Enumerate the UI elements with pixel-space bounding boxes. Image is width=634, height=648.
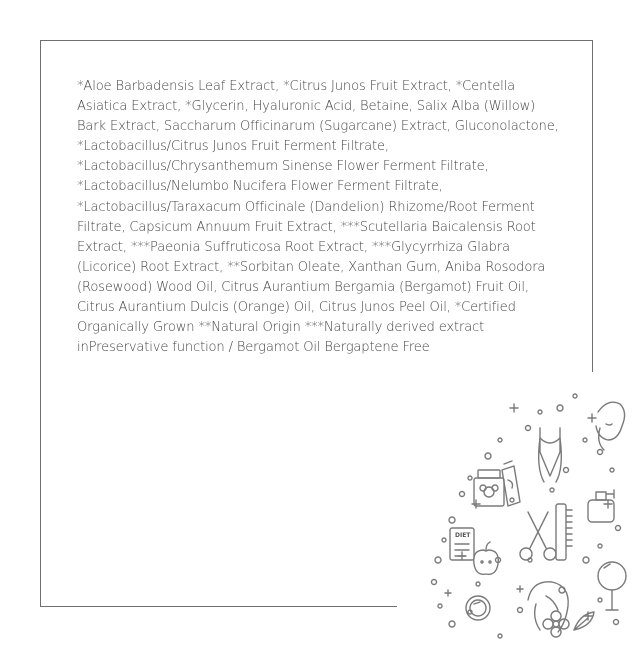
perfume-bottle-icon: [588, 490, 614, 522]
beauty-icons-illustration: [397, 372, 634, 648]
cream-jar-icon: [474, 470, 504, 506]
apple-icon: [474, 542, 499, 574]
woman-face-icon: [596, 402, 625, 450]
flower-icon: [543, 611, 569, 637]
cream-tube-icon: [502, 461, 520, 506]
scissors-icon: [520, 512, 556, 560]
compact-mirror-icon: [466, 596, 490, 620]
swimsuit-icon: [539, 428, 562, 482]
bubble-dots: [432, 394, 621, 638]
ingredients-text: *Aloe Barbadensis Leaf Extract, *Citrus Junos Fruit Extract, *Centella Asiatica Extract, *Glycerin, Hyaluronic Acid, Betaine, Salix Alba (Willow) Bark Extract, Saccharum Officinarum (Sugarcane) Extract, Gluconolactone, *Lactobacillus/Citrus Junos Fruit Ferment Filtrate, *Lactobacillus/Chrysanthemum Sinense Flower Ferment Filtrate, *Lactobacillus/Nelumbo Nucifera Flower Ferment Filtrate, *Lactobacillus/Taraxacum Officinale (Dandelion) Rhizome/Root Ferment Filtrate, Capsicum Annuum Fruit Extract, ***Scutellaria Baicalensis Root Extract, ***Paeonia Suffruticosa Root Extract, ***Glycyrrhiza Glabra (Licorice) Root Extract, **Sorbitan Oleate, Xanthan Gum, Aniba Rosodora (Rosewood) Wood Oil, Citrus Aurantium Bergamia (Bergamot) Fruit Oil, Citrus Aurantium Dulcis (Orange) Oil, Citrus Junos Peel Oil, *Certified Organically Grown **Natural Origin ***Naturally derived extract inPreservative function / Bergamot Oil Bergaptene Free: [77, 79, 559, 356]
svg-text:DIET: DIET: [455, 532, 471, 539]
hair-profile-icon: [528, 582, 568, 632]
leaf-icon: [574, 612, 594, 630]
hand-mirror-icon: [598, 562, 626, 610]
comb-icon: [556, 504, 572, 560]
